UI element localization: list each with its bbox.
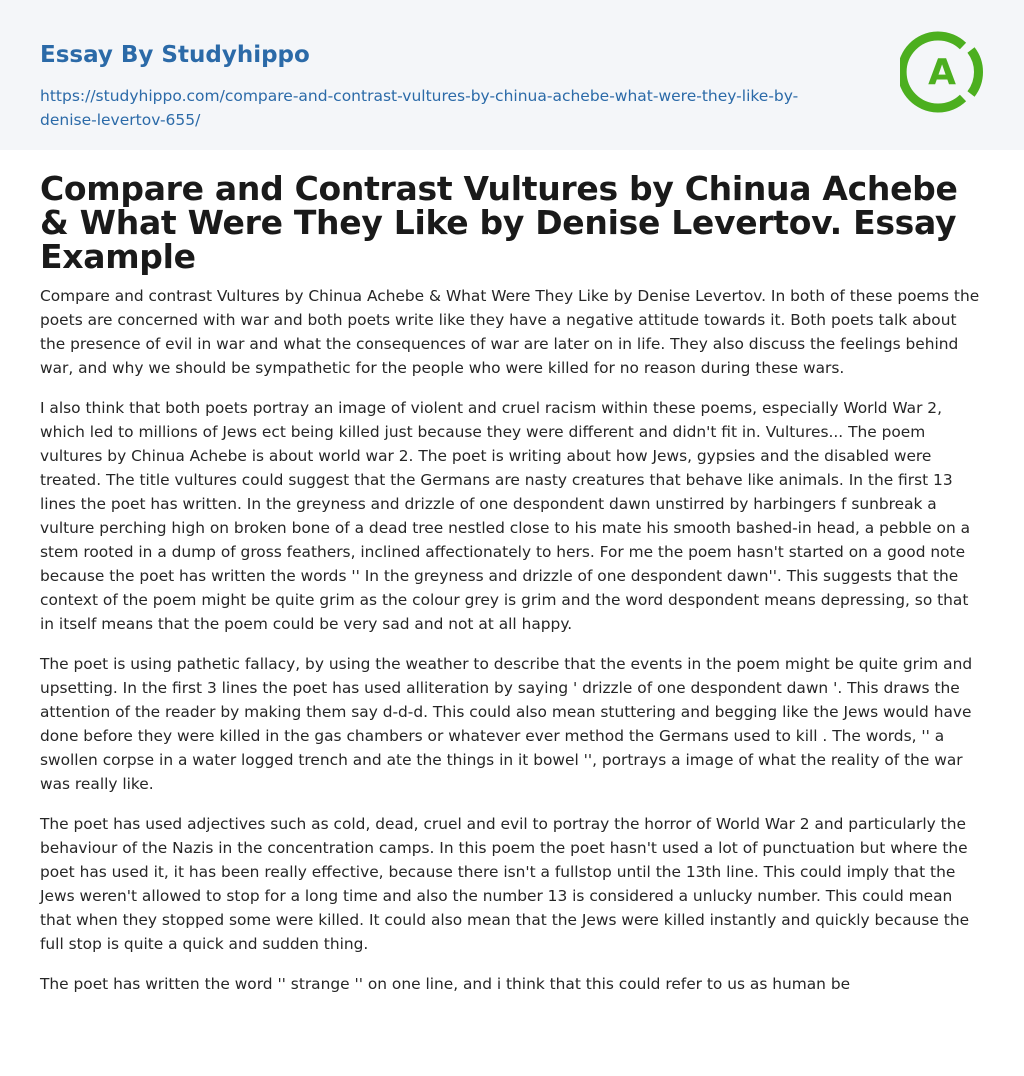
site-brand[interactable]: Essay By Studyhippo — [40, 42, 310, 68]
essay-paragraph: I also think that both poets portray an image of violent and cruel racism within these poems, especially World War 2, which led to millions of Jews ect being killed just because they were different and didn't fit in. Vultures... The poem vultures by Chinua Achebe is about world war 2. The poet is writing about how Jews, gypsies and the disabled were treated. The title vultures could suggest that the Germans are nasty creatures that behave like animals. In the first 13 lines the poet has written. In the greyness and drizzle of one despondent dawn unstirred by harbingers f sunbreak a vulture perching high on broken bone of a dead tree nestled close to his mate his smooth bashed-in head, a pebble on a stem rooted in a dump of gross feathers, inclined affectionately to hers. For me the poem hasn't started on a good note because the poet has written the words '' In the greyness and drizzle of one despondent dawn''. This suggests that the context of the poem might be quite grim as the colour grey is grim and the word despondent means depressing, so that in itself means that the poem could be very sad and not at all happy. — [40, 399, 971, 633]
source-url-link[interactable]: https://studyhippo.com/compare-and-contrast-vultures-by-chinua-achebe-what-were-they-like-by-denise-levertov-655/ — [40, 87, 799, 129]
article — [0, 169, 1024, 996]
site-header — [0, 0, 1024, 150]
essay-paragraph: Compare and contrast Vultures by Chinua Achebe & What Were They Like by Denise Levertov. In both of these poems the poets are concerned with war and both poets write like they have a negative attitude towards it. Both poets talk about the presence of evil in war and what the consequences of war are later on in life. They also discuss the feelings behind war, and why we should be sympathetic for the people who were killed for no reason during these wars. — [40, 287, 980, 377]
essay-paragraph: The poet is using pathetic fallacy, by using the weather to describe that the events in the poem might be quite grim and upsetting. In the first 3 lines the poet has used alliteration by saying ' drizzle of one despondent dawn '. This draws the attention of the reader by making them say d-d-d. This could also mean stuttering and begging like the Jews would have done before they were killed in the gas chambers or whatever ever method the Germans used to kill . The words, '' a swollen corpse in a water logged trench and ate the things in it bowel '', portrays a image of what the reality of the war was really like. — [40, 655, 973, 793]
logo-letter: A — [928, 52, 956, 93]
essay-paragraph: The poet has written the word '' strange '' on one line, and i think that this could refer to us as human be — [40, 975, 851, 993]
studyhippo-logo-icon[interactable] — [900, 30, 984, 114]
page-title: Compare and Contrast Vultures by Chinua Achebe & What Were They Like by Denise Levertov. Essay Example — [40, 169, 958, 276]
essay-paragraph: The poet has used adjectives such as cold, dead, cruel and evil to portray the horror of World War 2 and particularly the behaviour of the Nazis in the concentration camps. In this poem the poet hasn't used a lot of punctuation but where the poet has used it, it has been really effective, because there isn't a fullstop until the 13th line. This could imply that the Jews weren't allowed to stop for a long time and also the number 13 is considered a unlucky number. This could mean that when they stopped some were killed. It could also mean that the Jews were killed instantly and quickly because the full stop is quite a quick and sudden thing. — [40, 815, 970, 953]
